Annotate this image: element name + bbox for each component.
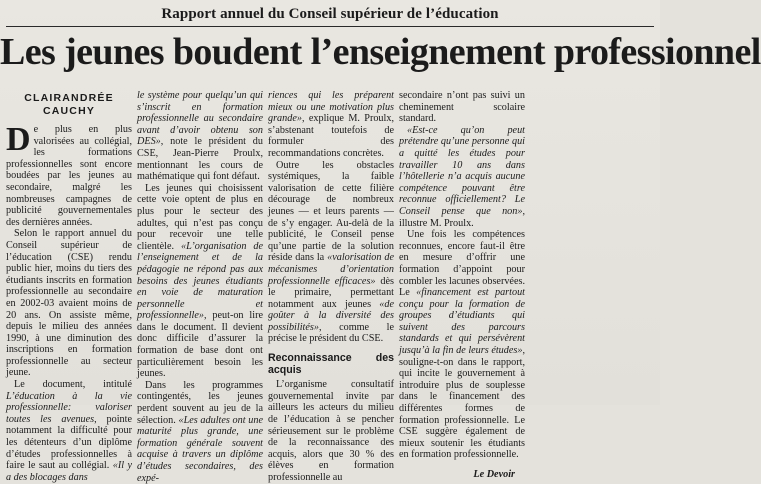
quote: «Il y a des blocages dans xyxy=(6,460,132,483)
quote: «Les adultes ont une maturité plus grande, une formation générale souvent acquise à travers un diplôme d’études secondaires, des expé- xyxy=(137,414,263,484)
quote: «Est-ce qu’on peut prétendre qu’une personne qui a quitté les études pour travailler 10 ans dans l’hôtellerie n’a acquis aucune compétence pouvant être reconnue officiellement? Le Conseil pense que non» xyxy=(399,124,525,217)
byline-line: CLAIRANDRÉE xyxy=(24,92,114,104)
article-column-4 xyxy=(399,90,525,480)
quote: riences qui les préparent mieux ou une motivation plus grande» xyxy=(268,90,394,125)
paragraph xyxy=(6,379,132,483)
drop-cap: D xyxy=(6,121,31,158)
kicker-rule xyxy=(6,26,654,27)
paragraph-text: , explique M. Proulx, s’abstenant toutefois de formuler des recommandations concrètes. xyxy=(268,113,394,159)
paragraph-text: dès le primaire, permettant notamment aux jeunes xyxy=(268,275,394,310)
paragraph xyxy=(6,121,132,228)
paragraph-text: , peut-on lire dans le document. Il devient donc difficile d’assurer la formation de base dont ont particulièrement besoin les jeunes. xyxy=(137,310,263,380)
paragraph-text: Le document, intitulé xyxy=(14,379,132,391)
paragraph-text: Les jeunes qui choisissent cette voie optent de plus en plus pour le secteur des adultes, qui n’est pas conçu pour recevoir une telle clientèle. xyxy=(137,182,263,252)
headline: Les jeunes boudent l’enseignement professionnel xyxy=(0,31,761,73)
paragraph-text: , comme le précise le président du CSE. xyxy=(268,321,394,345)
paragraph-text: , note le président du CSE, Jean-Pierre Proulx, mentionnant les cours de mathématique qui font défaut. xyxy=(137,136,263,183)
paragraph xyxy=(137,90,263,183)
quote: «valorisation de mécanismes d’orientation professionnelle efficaces» xyxy=(268,252,394,287)
paragraph xyxy=(268,90,394,160)
paragraph: Selon le rapport annuel du Conseil supérieur de l’éducation (CSE) rendu public hier, moins du tiers des étudiants inscrits en formation professionnelle au secondaire en 2002-03 avaient moins de 20 ans. On assiste même, depuis le milieu des années 1990, à une diminution des inscriptions en formation professionnelle au secteur jeune. xyxy=(6,228,132,379)
quote: le système pour quelqu’un qui s’inscrit en formation professionnelle au secondaire avant d’avoir obtenu son DES» xyxy=(137,90,263,148)
subheading: Reconnaissance des acquis xyxy=(268,352,394,376)
paragraph xyxy=(268,160,394,346)
byline-line: CAUCHY xyxy=(42,105,96,117)
paragraph-text: , souligne-t-on dans le rapport, qui incite le gouvernement à introduire plus de souplesse dans le financement des différentes formes de formation professionnelle. Le CSE suggère également de mieux soutenir les étudiants en formation professionnelle. xyxy=(399,345,525,461)
paragraph xyxy=(137,183,263,380)
paragraph-text: , illustre M. Proulx. xyxy=(399,205,525,229)
paragraph-text: , pointe notamment la difficulté pour les détenteurs d’un diplôme d’études professionnelles à faire le saut au collégial. xyxy=(6,413,132,472)
paragraph xyxy=(399,229,525,461)
paragraph: L’organisme consultatif gouvernemental invite par ailleurs les acteurs du milieu de l’éducation à se pencher sérieusement sur le problème de la reconnaissance des acquis, alors que 30 % des élèves en formation professionnelle au xyxy=(268,379,394,483)
paragraph-text: Une fois les compétences reconnues, encore faut-il être en mesure d’offrir une formation d’appoint pour combler les lacunes observées. Le xyxy=(399,229,525,299)
paragraph-text: Dans les programmes contingentés, les jeunes perdent souvent au jeu de la sélection. xyxy=(137,379,263,426)
source-signoff: Le Devoir xyxy=(473,469,515,480)
kicker: Rapport annuel du Conseil supérieur de l’éducation xyxy=(161,6,499,22)
paragraph: secondaire n’ont pas suivi un cheminement scolaire standard. xyxy=(399,90,525,125)
quote: «L’organisation de l’enseignement et de la pédagogie ne répond pas aux besoins des jeunes étudiants en voie de maturation personnelle et professionnelle» xyxy=(137,240,263,322)
article-column-1 xyxy=(6,90,132,483)
byline xyxy=(6,92,132,118)
paragraph-text: e plus en plus valorisées au collégial, les formations professionnelles sont encore boudées par les jeunes au secondaire, malgré les nombreuses campagnes de publicité gouvernementales des dernières années. xyxy=(6,124,132,228)
paragraph-text: Outre les obstacles systémiques, la faible valorisation de cette filière décourage de nombreux jeunes — et leurs parents — de s’y engager. Au-delà de la publicité, le Conseil pense qu’une partie de la solution réside dans la xyxy=(268,159,394,264)
quote: «financement est partout conçu pour la formation de groupes d’étudiants qui suivent des parcours standards et qui persévèrent jusqu’à la fin de leurs études» xyxy=(399,287,525,357)
report-title: L’éducation à la vie professionnelle: valoriser toutes les avenues xyxy=(6,390,132,425)
paragraph xyxy=(137,380,263,484)
article-body xyxy=(6,90,656,484)
article-column-2 xyxy=(137,90,263,484)
quote: «de goûter à la diversité des possibilités» xyxy=(268,298,394,333)
article-column-3 xyxy=(268,90,394,483)
paragraph xyxy=(399,125,525,229)
